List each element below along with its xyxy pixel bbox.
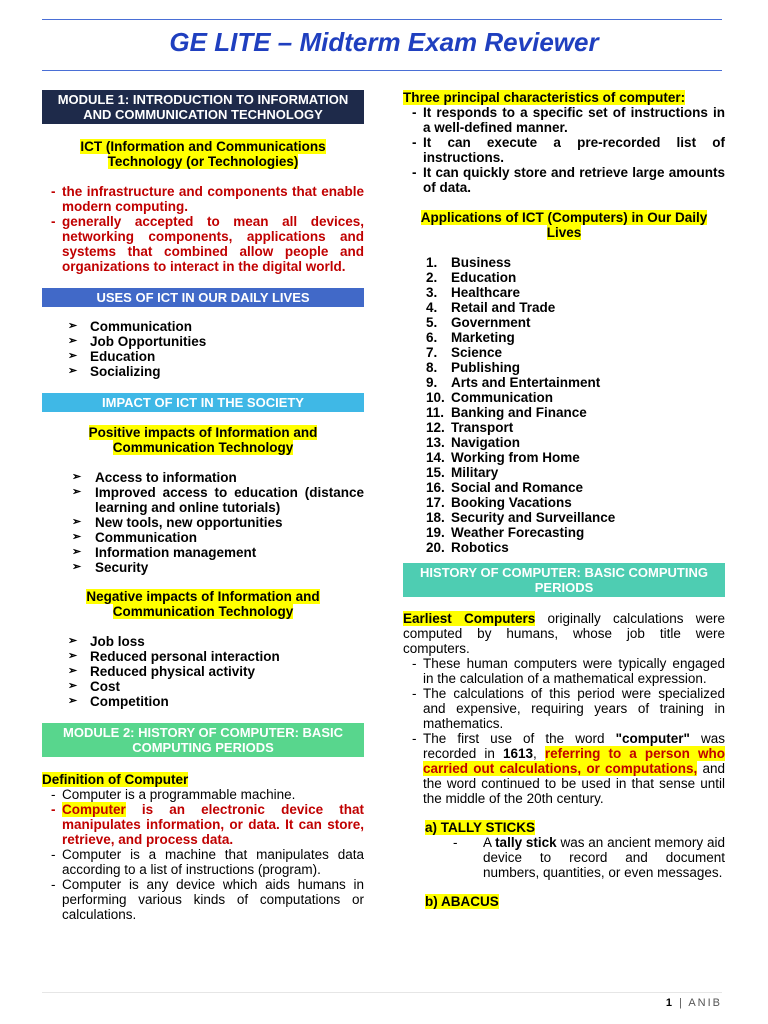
list-item: 9. Arts and Entertainment <box>426 375 601 390</box>
list-item: 11. Banking and Finance <box>426 405 587 420</box>
page-title: GE LITE – Midterm Exam Reviewer <box>169 27 599 57</box>
list-item: 13. Navigation <box>426 435 521 450</box>
list-item: 20. Robotics <box>426 540 509 555</box>
list-item: 15. Military <box>426 465 499 480</box>
list-item: 17. Booking Vacations <box>426 495 572 510</box>
list-item: ➢ Socializing <box>68 364 161 379</box>
arrow-bullet-icon: ➢ <box>68 650 78 662</box>
list-item: 8. Publishing <box>426 360 520 375</box>
arrow-bullet-icon: ➢ <box>68 350 78 362</box>
arrow-bullet-icon: ➢ <box>72 561 82 573</box>
list-item: ➢ Security <box>72 560 149 575</box>
list-item: ➢ Cost <box>68 679 120 694</box>
list-item: - Computer is a machine that manipulates data according to a list of instructions (program). <box>42 847 364 877</box>
arrow-bullet-icon: ➢ <box>68 665 78 677</box>
arrow-bullet-icon: ➢ <box>72 531 82 543</box>
list-item: ➢ Education <box>68 349 156 364</box>
footer-rule <box>42 992 722 993</box>
history-heading: HISTORY OF COMPUTER: BASIC COMPUTING PERIODS <box>403 563 725 597</box>
uses-list <box>42 319 364 379</box>
list-item: ➢ Communication <box>68 319 193 334</box>
arrow-bullet-icon: ➢ <box>72 516 82 528</box>
footer-name: ANIB <box>688 997 722 1009</box>
arrow-bullet-icon: ➢ <box>72 546 82 558</box>
list-item: ➢ Competition <box>68 694 169 709</box>
list-item: ➢ Reduced physical activity <box>68 664 256 679</box>
list-item: - The first use of the word "computer" was recorded in 1613, referring to a person who carried out calculations, or computations, and the word continued to be used in that sense until the middle of the 20th century. <box>403 731 725 806</box>
top-rule <box>42 19 722 20</box>
definition-list <box>42 787 364 922</box>
list-item: 19. Weather Forecasting <box>426 525 585 540</box>
list-item: - Computer is an electronic device that manipulates information, or data. It can store, retrieve, and process data. <box>42 802 364 847</box>
page-number: 1 <box>665 997 674 1009</box>
list-item: - generally accepted to mean all devices, networking components, applications and systems that combined allow people and organizations to interact in the digital world. <box>42 214 364 274</box>
list-item: 10. Communication <box>426 390 554 405</box>
list-item: 5. Government <box>426 315 531 330</box>
list-item: ➢ Job loss <box>68 634 145 649</box>
list-item: 7. Science <box>426 345 503 360</box>
impact-heading: IMPACT OF ICT IN THE SOCIETY <box>42 393 364 412</box>
negative-list <box>42 634 364 709</box>
arrow-bullet-icon: ➢ <box>68 695 78 707</box>
list-item: ➢ Reduced personal interaction <box>68 649 280 664</box>
characteristics-list <box>403 105 725 195</box>
list-item: - Computer is any device which aids humans in performing various kinds of computations or calculations. <box>42 877 364 922</box>
list-item: ➢ New tools, new opportunities <box>72 515 283 530</box>
list-item: ➢ Job Opportunities <box>68 334 207 349</box>
left-column <box>42 90 364 922</box>
list-item: - It can quickly store and retrieve large amounts of data. <box>403 165 725 195</box>
list-item: - A tally stick was an ancient memory aid device to record and document numbers, quantities, or even messages. <box>403 835 725 880</box>
characteristics-heading: Three principal characteristics of computer: <box>403 90 686 105</box>
list-item: - Computer is a programmable machine. <box>42 787 364 802</box>
list-item: 12. Transport <box>426 420 514 435</box>
arrow-bullet-icon: ➢ <box>72 486 82 498</box>
list-item: 1. Business <box>426 255 512 270</box>
arrow-bullet-icon: ➢ <box>72 471 82 483</box>
history-list <box>403 656 725 806</box>
list-item: 18. Security and Surveillance <box>426 510 616 525</box>
list-item: 4. Retail and Trade <box>426 300 556 315</box>
earliest-paragraph: Earliest Computers originally calculations were computed by humans, whose job title were computers. <box>403 611 725 656</box>
applications-heading: Applications of ICT (Computers) in Our Daily Lives <box>420 210 708 240</box>
negative-heading: Negative impacts of Information and Communication Technology <box>86 589 320 619</box>
positive-heading: Positive impacts of Information and Communication Technology <box>88 425 318 455</box>
list-item: - It can execute a pre-recorded list of instructions. <box>403 135 725 165</box>
ict-points <box>42 184 364 274</box>
arrow-bullet-icon: ➢ <box>68 635 78 647</box>
list-item: 16. Social and Romance <box>426 480 584 495</box>
tally-heading: a) TALLY STICKS <box>425 820 536 835</box>
right-column <box>403 90 725 909</box>
title-rule <box>42 70 722 71</box>
positive-list <box>42 470 364 575</box>
list-item: ➢ Access to information <box>72 470 237 485</box>
list-item: 2. Education <box>426 270 517 285</box>
ict-heading <box>42 139 364 169</box>
arrow-bullet-icon: ➢ <box>68 335 78 347</box>
list-item: 14. Working from Home <box>426 450 580 465</box>
list-item: 6. Marketing <box>426 330 515 345</box>
applications-list <box>403 255 725 555</box>
list-item: ➢ Improved access to education (distance learning and online tutorials) <box>72 485 364 515</box>
list-item: - the infrastructure and components that enable modern computing. <box>42 184 364 214</box>
list-item: ➢ Information management <box>72 545 257 560</box>
abacus-heading: b) ABACUS <box>425 894 499 909</box>
definition-heading: Definition of Computer <box>42 772 189 787</box>
uses-heading: USES OF ICT IN OUR DAILY LIVES <box>42 288 364 307</box>
arrow-bullet-icon: ➢ <box>68 320 78 332</box>
list-item: - These human computers were typically engaged in the calculation of a mathematical expression. <box>403 656 725 686</box>
list-item: 3. Healthcare <box>426 285 521 300</box>
list-item: ➢ Communication <box>72 530 198 545</box>
list-item: - It responds to a specific set of instructions in a well-defined manner. <box>403 105 725 135</box>
list-item: - The calculations of this period were specialized and expensive, requiring years of training in mathematics. <box>403 686 725 731</box>
arrow-bullet-icon: ➢ <box>68 680 78 692</box>
page-footer: 1 | ANIB <box>665 997 722 1009</box>
module2-heading: MODULE 2: HISTORY OF COMPUTER: BASIC COMPUTING PERIODS <box>42 723 364 757</box>
ict-heading-text: ICT (Information and Communications Technology (or Technologies) <box>80 139 326 169</box>
tally-list <box>403 835 725 880</box>
arrow-bullet-icon: ➢ <box>68 365 78 377</box>
module1-heading: MODULE 1: INTRODUCTION TO INFORMATION AND COMMUNICATION TECHNOLOGY <box>42 90 364 124</box>
